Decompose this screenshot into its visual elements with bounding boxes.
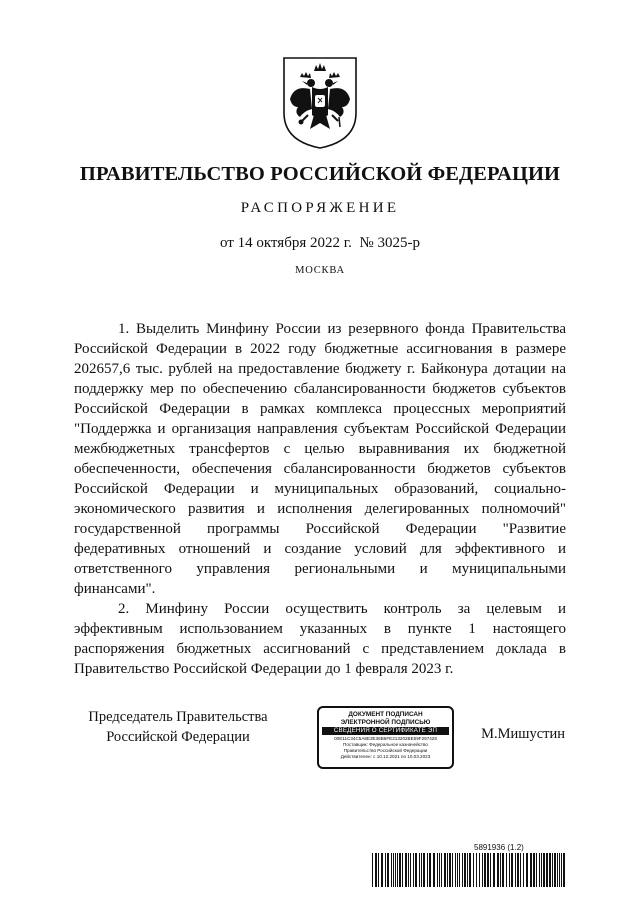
barcode-bar <box>415 853 417 887</box>
barcode-bar <box>413 853 414 887</box>
document-city: МОСКВА <box>295 265 345 276</box>
barcode-bar <box>437 853 438 887</box>
barcode-bar <box>429 853 431 887</box>
barcode-bar <box>433 853 435 887</box>
barcode-bar <box>479 853 480 887</box>
barcode-bar <box>526 853 528 887</box>
barcode-bar <box>419 853 420 887</box>
barcode-bar <box>444 853 446 887</box>
paragraph-2: 2. Минфину России осуществить контроль за целевым и эффективным использованием указанных в пункте 1 настоящего распоряжения бюджетных ассигнований с представлением доклада в Правительство Российской Федерации до 1 февраля 2023 г. <box>74 601 566 677</box>
barcode-bar <box>490 853 491 887</box>
barcode-bar <box>375 853 377 887</box>
signer-title <box>78 707 278 747</box>
paragraph-1: 1. Выделить Минфину России из резервного фонда Правительства Российской Федерации в 2022 году бюджетные ассигнования в размере 202657,6 тыс. рублей на предоставление бюджету г. Байконура дотации на поддержку мер по обеспечению сбалансированности бюджетов субъектов Российской Федерации в рамках комплекса процессных мероприятий "Поддержка и организация направления субъектам Российской Федерации межбюджетных трансфертов с целью выравнивания их бюджетной обеспеченности, обеспечения сбалансированности бюджетов субъектов Российской Федерации и муниципальных образований, социально-экономического развития и исполнения делегированных полномочий" государственной программы Российской Федерации "Развитие федеративных отношений и создание условий для эффективного и ответственного управления региональными и муниципальными финансами". <box>74 321 566 597</box>
barcode-bar <box>464 853 466 887</box>
barcode-bar <box>509 853 510 887</box>
barcode-bar <box>536 853 537 887</box>
barcode-bar <box>439 853 440 887</box>
barcode-bar <box>541 853 542 887</box>
barcode-bar <box>482 853 483 887</box>
document-code: 5891936 (1.2) <box>474 843 524 852</box>
barcode-bar <box>469 853 471 887</box>
stamp-line-2: ЭЛЕКТРОННОЙ ПОДПИСЬЮ <box>340 718 431 726</box>
barcode-bar <box>487 853 489 887</box>
barcode-bar <box>387 853 389 887</box>
organization-title: ПРАВИТЕЛЬСТВО РОССИЙСКОЙ ФЕДЕРАЦИИ <box>79 163 561 185</box>
barcode-bar <box>473 853 474 887</box>
stamp-issuer-line-2: Правительство Российской Федерации <box>343 748 428 753</box>
barcode-bar <box>410 853 411 887</box>
barcode-bar <box>462 853 463 887</box>
barcode-bar <box>493 853 495 887</box>
barcode-bar <box>421 853 422 887</box>
document-date-number: от 14 октября 2022 г. № 3025-р <box>219 235 420 251</box>
barcode-bar <box>381 853 383 887</box>
signer-title-line-2: Российской Федерации <box>106 729 250 745</box>
barcode-bar <box>539 853 540 887</box>
barcode-bar <box>457 853 458 887</box>
barcode-bar <box>520 853 521 887</box>
barcode-bar <box>552 853 553 887</box>
barcode-bar <box>563 853 565 887</box>
barcode-bar <box>378 853 379 887</box>
barcode-bar <box>497 853 499 887</box>
barcode-bar <box>452 853 453 887</box>
barcode-bar <box>397 853 398 887</box>
barcode-bar <box>554 853 556 887</box>
stamp-serial: 00E11C34C5A8E3E36B6FE213202BE59F297428 <box>334 736 437 741</box>
barcode-bar <box>449 853 451 887</box>
barcode-bar <box>549 853 551 887</box>
barcode-bar <box>459 853 460 887</box>
barcode-bar <box>517 853 519 887</box>
barcode-bar <box>391 853 392 887</box>
barcode-bar <box>385 853 386 887</box>
barcode-bar <box>427 853 428 887</box>
barcode-bar <box>506 853 507 887</box>
barcode-bar <box>447 853 448 887</box>
barcode-bar <box>402 853 403 887</box>
russian-coat-of-arms-icon <box>280 55 360 150</box>
stamp-header: СВЕДЕНИЯ О СЕРТИФИКАТЕ ЭП <box>322 727 449 735</box>
barcode-bar <box>530 853 532 887</box>
stamp-validity: Действителен: с 10.12.2021 по 10.03.2023 <box>340 754 431 759</box>
barcode-bar <box>423 853 425 887</box>
barcode <box>372 853 568 887</box>
barcode-bar <box>515 853 516 887</box>
barcode-bar <box>476 853 477 887</box>
barcode-bar <box>561 853 562 887</box>
barcode-bar <box>405 853 407 887</box>
barcode-bar <box>399 853 401 887</box>
stamp-issuer-line-1: Поставщик: Федеральное казначейство <box>343 742 428 747</box>
barcode-bar <box>502 853 504 887</box>
electronic-signature-stamp <box>317 706 454 769</box>
barcode-bar <box>533 853 535 887</box>
barcode-bar <box>484 853 486 887</box>
barcode-bar <box>455 853 456 887</box>
barcode-bar <box>523 853 524 887</box>
barcode-bar <box>559 853 560 887</box>
barcode-bar <box>395 853 396 887</box>
barcode-bar <box>546 853 548 887</box>
barcode-bar <box>500 853 501 887</box>
barcode-bar <box>441 853 442 887</box>
barcode-bar <box>372 853 373 887</box>
barcode-bar <box>511 853 513 887</box>
barcode-bar <box>408 853 409 887</box>
signer-name: М.Мишустин <box>481 726 565 742</box>
stamp-line-1: ДОКУМЕНТ ПОДПИСАН <box>348 711 423 718</box>
barcode-bar <box>543 853 545 887</box>
signer-title-line-1: Председатель Правительства <box>88 709 268 725</box>
barcode-bar <box>393 853 394 887</box>
document-type: РАСПОРЯЖЕНИЕ <box>240 200 400 216</box>
document-body <box>74 319 566 679</box>
barcode-bar <box>467 853 468 887</box>
barcode-bar <box>557 853 558 887</box>
